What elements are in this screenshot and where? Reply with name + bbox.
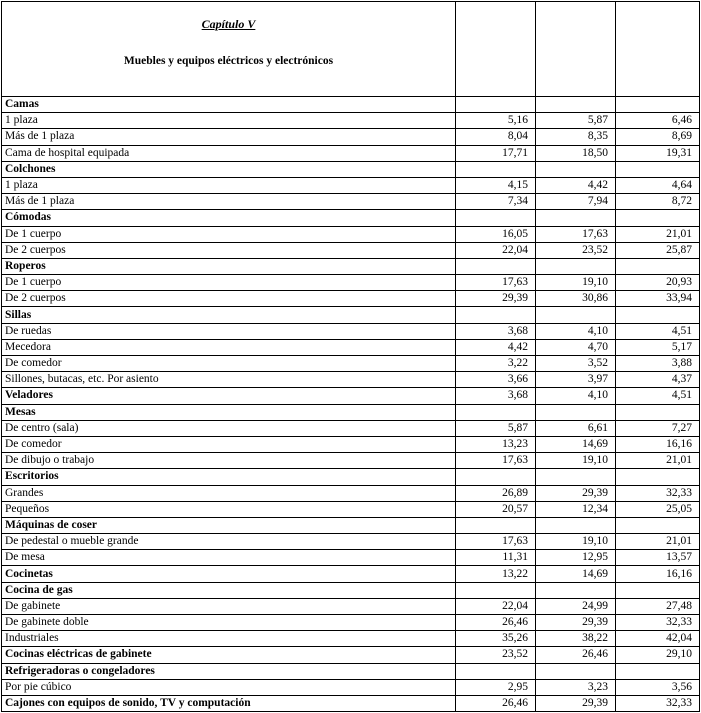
header-cell-2 — [536, 2, 616, 97]
section-row — [2, 517, 700, 533]
table-row — [2, 242, 700, 258]
table-row — [2, 436, 700, 452]
value-cell-1: 4,15 — [456, 177, 536, 193]
value-cell-1 — [456, 210, 536, 226]
value-cell-2: 14,69 — [536, 436, 616, 452]
value-cell-1 — [456, 517, 536, 533]
value-cell-1: 3,66 — [456, 372, 536, 388]
value-cell-1 — [456, 582, 536, 598]
value-cell-1 — [456, 404, 536, 420]
table-row — [2, 323, 700, 339]
value-cell-1: 17,63 — [456, 275, 536, 291]
value-cell-2 — [536, 97, 616, 113]
item-label: Cocinas eléctricas de gabinete — [2, 647, 456, 663]
value-cell-1: 17,71 — [456, 145, 536, 161]
value-cell-3: 16,16 — [616, 436, 700, 452]
value-cell-1: 8,04 — [456, 129, 536, 145]
item-label: De gabinete doble — [2, 615, 456, 631]
value-cell-3: 4,64 — [616, 177, 700, 193]
price-table-body — [2, 2, 700, 712]
value-cell-1: 3,68 — [456, 388, 536, 404]
value-cell-1 — [456, 258, 536, 274]
value-cell-1: 13,23 — [456, 436, 536, 452]
value-cell-3: 16,16 — [616, 566, 700, 582]
value-cell-3: 7,27 — [616, 420, 700, 436]
section-row — [2, 404, 700, 420]
section-row — [2, 97, 700, 113]
value-cell-3 — [616, 469, 700, 485]
value-cell-2: 4,42 — [536, 177, 616, 193]
value-cell-3: 3,88 — [616, 356, 700, 372]
section-label: Escritorios — [2, 469, 456, 485]
table-row — [2, 679, 700, 695]
value-cell-3: 4,51 — [616, 323, 700, 339]
value-cell-3: 8,69 — [616, 129, 700, 145]
table-row — [2, 566, 700, 582]
value-cell-2: 24,99 — [536, 598, 616, 614]
value-cell-2: 4,70 — [536, 339, 616, 355]
table-row — [2, 356, 700, 372]
value-cell-1: 26,89 — [456, 485, 536, 501]
table-row — [2, 534, 700, 550]
section-label: Mesas — [2, 404, 456, 420]
value-cell-1: 11,31 — [456, 550, 536, 566]
table-row — [2, 695, 700, 711]
section-row — [2, 210, 700, 226]
value-cell-2: 6,61 — [536, 420, 616, 436]
item-label: Cajones con equipos de sonido, TV y computación — [2, 695, 456, 711]
table-subtitle: Muebles y equipos eléctricos y electrónicos — [123, 55, 334, 67]
value-cell-1: 3,22 — [456, 356, 536, 372]
section-label: Cómodas — [2, 210, 456, 226]
value-cell-1: 16,05 — [456, 226, 536, 242]
value-cell-2: 5,87 — [536, 113, 616, 129]
item-label: 1 plaza — [2, 177, 456, 193]
header-cell-3 — [616, 2, 700, 97]
value-cell-3: 21,01 — [616, 453, 700, 469]
section-row — [2, 469, 700, 485]
section-row — [2, 582, 700, 598]
item-label: De comedor — [2, 356, 456, 372]
value-cell-2 — [536, 517, 616, 533]
item-label: De 2 cuerpos — [2, 291, 456, 307]
value-cell-3: 27,48 — [616, 598, 700, 614]
value-cell-2: 4,10 — [536, 323, 616, 339]
header-cell-1 — [456, 2, 536, 97]
value-cell-2: 3,52 — [536, 356, 616, 372]
value-cell-3: 5,17 — [616, 339, 700, 355]
value-cell-3 — [616, 210, 700, 226]
section-label: Sillas — [2, 307, 456, 323]
value-cell-2: 19,10 — [536, 453, 616, 469]
value-cell-2: 8,35 — [536, 129, 616, 145]
table-row — [2, 615, 700, 631]
table-row — [2, 372, 700, 388]
table-title-cell — [2, 2, 456, 97]
value-cell-2: 7,94 — [536, 194, 616, 210]
value-cell-2 — [536, 161, 616, 177]
item-label: Cocinetas — [2, 566, 456, 582]
section-row — [2, 307, 700, 323]
chapter-title: Capítulo V — [201, 17, 256, 31]
value-cell-2 — [536, 404, 616, 420]
value-cell-3: 33,94 — [616, 291, 700, 307]
table-row — [2, 647, 700, 663]
value-cell-1: 17,63 — [456, 453, 536, 469]
item-label: Más de 1 plaza — [2, 129, 456, 145]
table-row — [2, 550, 700, 566]
item-label: De comedor — [2, 436, 456, 452]
table-row — [2, 420, 700, 436]
item-label: De centro (sala) — [2, 420, 456, 436]
section-row — [2, 258, 700, 274]
table-row — [2, 275, 700, 291]
table-row — [2, 226, 700, 242]
item-label: De 1 cuerpo — [2, 275, 456, 291]
value-cell-2: 23,52 — [536, 242, 616, 258]
value-cell-3: 42,04 — [616, 631, 700, 647]
section-label: Refrigeradoras o congeladores — [2, 663, 456, 679]
value-cell-2: 29,39 — [536, 485, 616, 501]
item-label: 1 plaza — [2, 113, 456, 129]
table-row — [2, 129, 700, 145]
value-cell-2: 14,69 — [536, 566, 616, 582]
section-row — [2, 663, 700, 679]
table-row — [2, 453, 700, 469]
section-label: Camas — [2, 97, 456, 113]
value-cell-3 — [616, 258, 700, 274]
value-cell-2 — [536, 210, 616, 226]
value-cell-1 — [456, 663, 536, 679]
section-row — [2, 161, 700, 177]
value-cell-1 — [456, 161, 536, 177]
value-cell-1: 4,42 — [456, 339, 536, 355]
value-cell-1: 2,95 — [456, 679, 536, 695]
value-cell-3: 6,46 — [616, 113, 700, 129]
item-label: Pequeños — [2, 501, 456, 517]
table-row — [2, 485, 700, 501]
value-cell-3: 32,33 — [616, 485, 700, 501]
value-cell-3 — [616, 404, 700, 420]
value-cell-2 — [536, 307, 616, 323]
value-cell-2: 3,97 — [536, 372, 616, 388]
item-label: De 1 cuerpo — [2, 226, 456, 242]
value-cell-2: 3,23 — [536, 679, 616, 695]
value-cell-3 — [616, 161, 700, 177]
value-cell-3: 25,87 — [616, 242, 700, 258]
value-cell-3: 25,05 — [616, 501, 700, 517]
item-label: De pedestal o mueble grande — [2, 534, 456, 550]
table-row — [2, 177, 700, 193]
item-label: Veladores — [2, 388, 456, 404]
value-cell-3 — [616, 517, 700, 533]
value-cell-2: 17,63 — [536, 226, 616, 242]
value-cell-1: 3,68 — [456, 323, 536, 339]
price-table — [1, 1, 700, 712]
table-row — [2, 291, 700, 307]
value-cell-2: 38,22 — [536, 631, 616, 647]
value-cell-1 — [456, 97, 536, 113]
value-cell-1: 26,46 — [456, 615, 536, 631]
table-row — [2, 145, 700, 161]
value-cell-3 — [616, 663, 700, 679]
value-cell-2: 18,50 — [536, 145, 616, 161]
value-cell-3 — [616, 97, 700, 113]
item-label: Grandes — [2, 485, 456, 501]
value-cell-2: 4,10 — [536, 388, 616, 404]
value-cell-2: 26,46 — [536, 647, 616, 663]
value-cell-2: 19,10 — [536, 534, 616, 550]
table-row — [2, 598, 700, 614]
value-cell-1: 5,87 — [456, 420, 536, 436]
value-cell-1: 17,63 — [456, 534, 536, 550]
item-label: Mecedora — [2, 339, 456, 355]
value-cell-1: 7,34 — [456, 194, 536, 210]
value-cell-1: 23,52 — [456, 647, 536, 663]
value-cell-3: 32,33 — [616, 695, 700, 711]
value-cell-1 — [456, 307, 536, 323]
value-cell-3: 29,10 — [616, 647, 700, 663]
value-cell-2: 19,10 — [536, 275, 616, 291]
value-cell-1: 13,22 — [456, 566, 536, 582]
item-label: Sillones, butacas, etc. Por asiento — [2, 372, 456, 388]
value-cell-3: 3,56 — [616, 679, 700, 695]
item-label: Cama de hospital equipada — [2, 145, 456, 161]
value-cell-2 — [536, 663, 616, 679]
table-row — [2, 631, 700, 647]
value-cell-2 — [536, 469, 616, 485]
value-cell-3: 13,57 — [616, 550, 700, 566]
item-label: Por pie cúbico — [2, 679, 456, 695]
value-cell-2: 30,86 — [536, 291, 616, 307]
section-label: Máquinas de coser — [2, 517, 456, 533]
item-label: Industriales — [2, 631, 456, 647]
value-cell-1: 29,39 — [456, 291, 536, 307]
value-cell-1 — [456, 469, 536, 485]
item-label: De dibujo o trabajo — [2, 453, 456, 469]
item-label: De ruedas — [2, 323, 456, 339]
value-cell-3: 4,37 — [616, 372, 700, 388]
value-cell-3 — [616, 307, 700, 323]
value-cell-1: 5,16 — [456, 113, 536, 129]
item-label: De gabinete — [2, 598, 456, 614]
value-cell-1: 26,46 — [456, 695, 536, 711]
value-cell-1: 20,57 — [456, 501, 536, 517]
value-cell-1: 22,04 — [456, 242, 536, 258]
value-cell-3: 4,51 — [616, 388, 700, 404]
table-row — [2, 113, 700, 129]
section-label: Roperos — [2, 258, 456, 274]
value-cell-2: 29,39 — [536, 695, 616, 711]
item-label: Más de 1 plaza — [2, 194, 456, 210]
table-header-row — [2, 2, 700, 97]
value-cell-2 — [536, 582, 616, 598]
value-cell-1: 35,26 — [456, 631, 536, 647]
value-cell-2: 12,95 — [536, 550, 616, 566]
table-row — [2, 388, 700, 404]
item-label: De mesa — [2, 550, 456, 566]
value-cell-2 — [536, 258, 616, 274]
table-row — [2, 501, 700, 517]
value-cell-2: 12,34 — [536, 501, 616, 517]
value-cell-2: 29,39 — [536, 615, 616, 631]
section-label: Cocina de gas — [2, 582, 456, 598]
value-cell-3: 20,93 — [616, 275, 700, 291]
section-label: Colchones — [2, 161, 456, 177]
table-row — [2, 339, 700, 355]
item-label: De 2 cuerpos — [2, 242, 456, 258]
value-cell-1: 22,04 — [456, 598, 536, 614]
value-cell-3: 32,33 — [616, 615, 700, 631]
value-cell-3 — [616, 582, 700, 598]
value-cell-3: 21,01 — [616, 534, 700, 550]
value-cell-3: 8,72 — [616, 194, 700, 210]
value-cell-3: 19,31 — [616, 145, 700, 161]
table-row — [2, 194, 700, 210]
value-cell-3: 21,01 — [616, 226, 700, 242]
